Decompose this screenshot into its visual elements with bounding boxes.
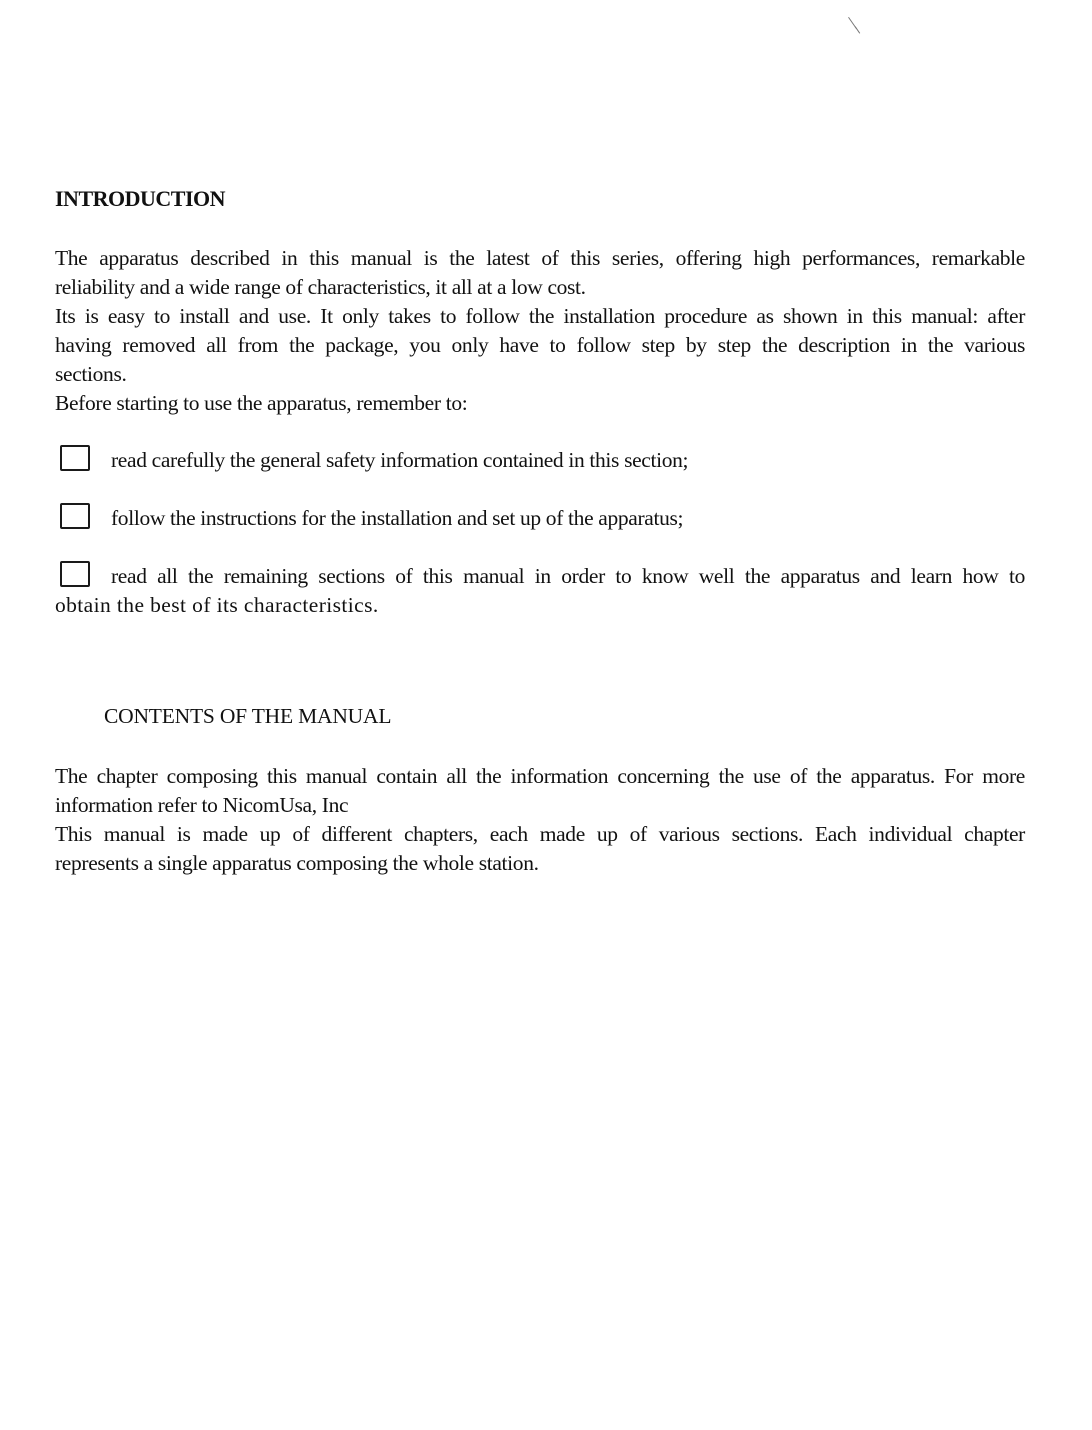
intro-paragraph-3 <box>55 389 1025 418</box>
paragraph-line: This manual is made up of different chapters, each made up of various sections. Each individual chapter <box>55 822 1025 846</box>
paragraph-line: Before starting to use the apparatus, remember to: <box>55 391 468 415</box>
paragraph-line: having removed all from the package, you only have to follow step by step the description in the various <box>55 333 1025 357</box>
paragraph-line: sections. <box>55 362 127 386</box>
paragraph-line: Its is easy to install and use. It only takes to follow the installation procedure as shown in this manual: after <box>55 304 1025 328</box>
paragraph-line: The chapter composing this manual contain all the information concerning the use of the apparatus. For more <box>55 764 1025 788</box>
contents-paragraph-1 <box>55 762 1025 820</box>
checkbox-icon[interactable] <box>60 561 90 587</box>
scan-speck <box>855 26 860 33</box>
checklist-item-text: follow the instructions for the installation and set up of the apparatus; <box>111 506 684 530</box>
checklist-item-text: read carefully the general safety information contained in this section; <box>111 448 689 472</box>
intro-heading: INTRODUCTION <box>55 186 226 211</box>
intro-paragraph-2 <box>55 302 1025 389</box>
checkbox-icon[interactable] <box>60 445 90 471</box>
paragraph-line: represents a single apparatus composing the whole station. <box>55 851 539 875</box>
paragraph-line: The apparatus described in this manual is the latest of this series, offering high performances, remarkable <box>55 246 1025 270</box>
contents-heading: CONTENTS OF THE MANUAL <box>104 704 392 728</box>
paragraph-line: reliability and a wide range of characteristics, it all at a low cost. <box>55 275 586 299</box>
checklist-item-text: read all the remaining sections of this manual in order to know well the apparatus and learn how to <box>111 564 1025 588</box>
intro-paragraph-1 <box>55 244 1025 302</box>
paragraph-line: information refer to NicomUsa, Inc <box>55 793 349 817</box>
contents-paragraph-2 <box>55 820 1025 878</box>
checklist-item-continuation: obtain the best of its characteristics. <box>55 593 379 617</box>
checkbox-icon[interactable] <box>60 503 90 529</box>
